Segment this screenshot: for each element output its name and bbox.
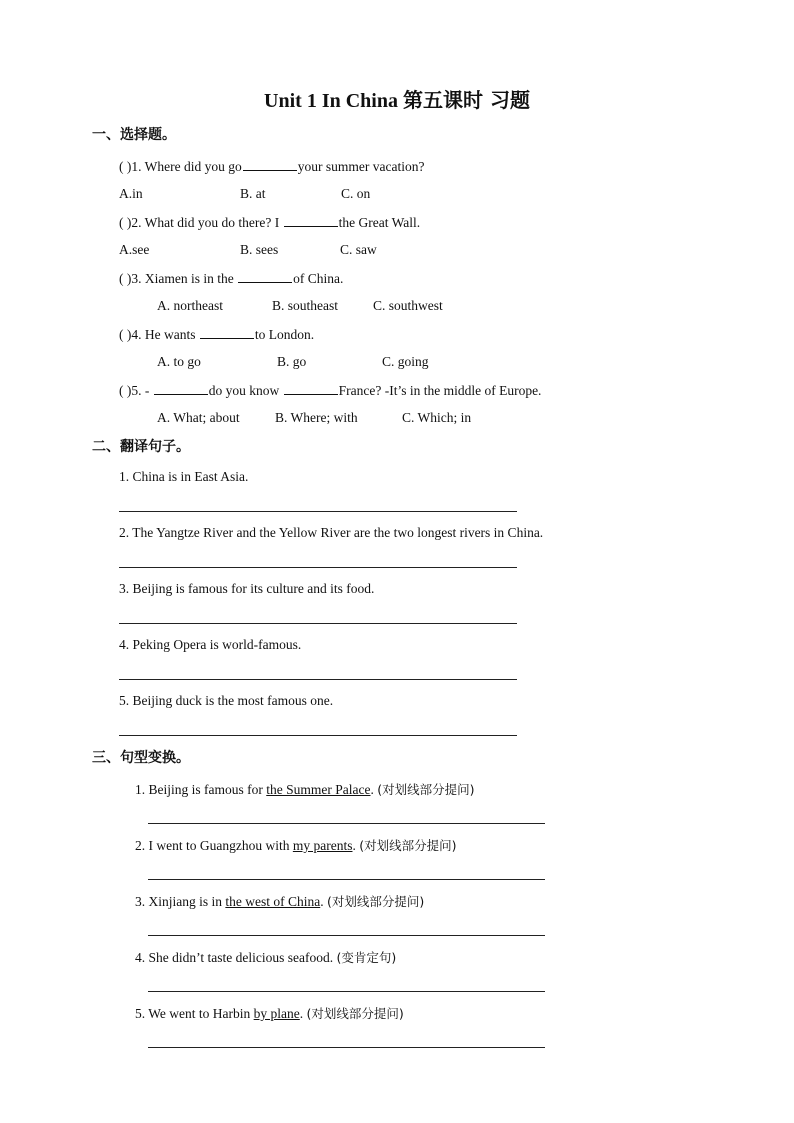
answer-blank[interactable] xyxy=(154,382,208,395)
option-a: A.see xyxy=(119,242,150,257)
option-a: A. What; about xyxy=(157,410,240,425)
question-4: ( )4. He wants to London. xyxy=(119,327,315,342)
title-english: Unit 1 In China xyxy=(264,90,398,112)
option-a: A. northeast xyxy=(157,298,223,313)
answer-line[interactable] xyxy=(119,735,517,736)
transform-item-4: 4. She didn’t taste delicious seafood. (变肯定句) xyxy=(135,950,397,965)
answer-blank[interactable] xyxy=(200,326,254,339)
option-b: B. sees xyxy=(240,242,279,257)
transform-item-2: 2. I went to Guangzhou with my parents. (对划线部分提问) xyxy=(135,838,457,853)
page-title xyxy=(0,84,794,113)
translate-item-1: 1. China is in East Asia. xyxy=(119,469,249,484)
question-1: ( )1. Where did you go your summer vacation? xyxy=(119,159,425,174)
answer-blank[interactable] xyxy=(238,270,292,283)
option-b: B. southeast xyxy=(272,298,338,313)
question-5: ( )5. - do you know France? -It’s in the middle of Europe. xyxy=(119,383,542,398)
answer-blank[interactable] xyxy=(243,158,297,171)
option-a: A. to go xyxy=(157,354,201,369)
question-3: ( )3. Xiamen is in the of China. xyxy=(119,271,344,286)
answer-line[interactable] xyxy=(148,935,545,936)
translate-item-4: 4. Peking Opera is world-famous. xyxy=(119,637,302,652)
answer-line[interactable] xyxy=(119,679,517,680)
option-c: C. going xyxy=(382,354,429,369)
answer-line[interactable] xyxy=(119,623,517,624)
section-2-heading: 二、翻译句子。 xyxy=(92,439,190,455)
option-c: C. on xyxy=(341,186,371,201)
answer-blank[interactable] xyxy=(284,214,338,227)
option-c: C. southwest xyxy=(373,298,443,313)
transform-item-1: 1. Beijing is famous for the Summer Palace. (对划线部分提问) xyxy=(135,782,475,797)
option-c: C. saw xyxy=(340,242,377,257)
option-b: B. at xyxy=(240,186,266,201)
answer-blank[interactable] xyxy=(284,382,338,395)
transform-item-5: 5. We went to Harbin by plane. (对划线部分提问) xyxy=(135,1006,404,1021)
translate-item-3: 3. Beijing is famous for its culture and its food. xyxy=(119,581,375,596)
answer-line[interactable] xyxy=(119,511,517,512)
title-chinese: 第五课时 习题 xyxy=(402,88,530,112)
option-a: A.in xyxy=(119,186,143,201)
translate-item-2: 2. The Yangtze River and the Yellow River are the two longest rivers in China. xyxy=(119,525,544,540)
section-1-heading: 一、选择题。 xyxy=(92,127,176,143)
answer-line[interactable] xyxy=(148,879,545,880)
option-c: C. Which; in xyxy=(402,410,472,425)
answer-line[interactable] xyxy=(119,567,517,568)
translate-item-5: 5. Beijing duck is the most famous one. xyxy=(119,693,334,708)
answer-line[interactable] xyxy=(148,1047,545,1048)
option-b: B. Where; with xyxy=(275,410,358,425)
option-b: B. go xyxy=(277,354,307,369)
question-2: ( )2. What did you do there? I the Great Wall. xyxy=(119,215,421,230)
answer-line[interactable] xyxy=(148,991,545,992)
section-3-heading: 三、句型变换。 xyxy=(92,750,190,766)
answer-line[interactable] xyxy=(148,823,545,824)
transform-item-3: 3. Xinjiang is in the west of China. (对划线部分提问) xyxy=(135,894,425,909)
